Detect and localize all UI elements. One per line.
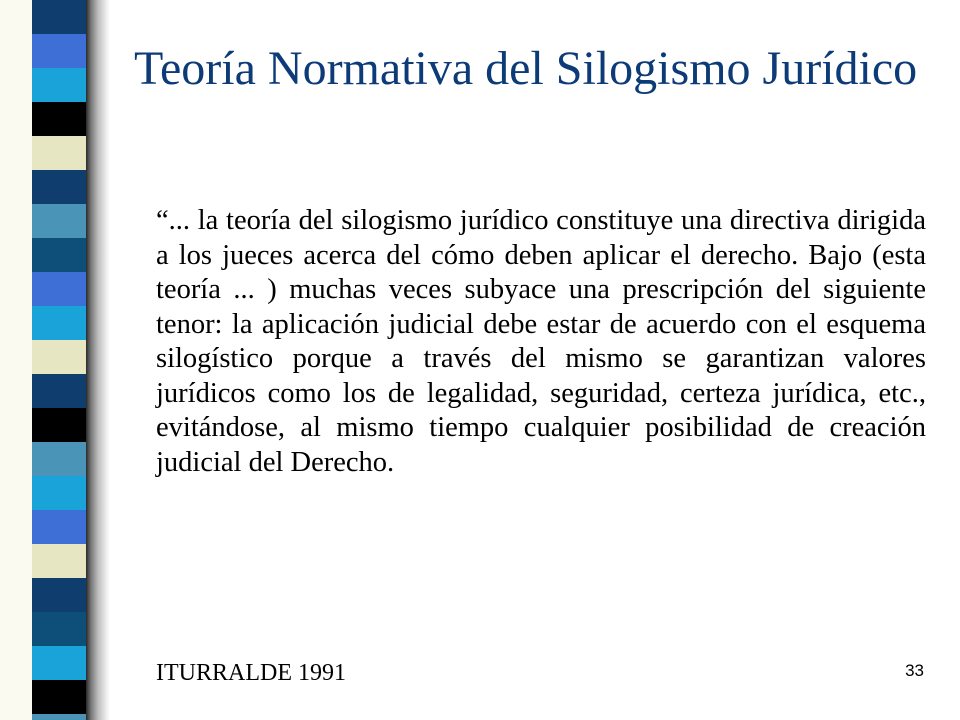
strip-color-block: [32, 102, 86, 136]
strip-color-block: [32, 238, 86, 272]
strip-color-block: [32, 0, 86, 34]
quote-text: “... la teoría del silogismo jurídico constituye una directiva dirigida a los jueces acerca del cómo deben aplicar el derecho. Bajo (esta teoría ... ) muchas veces subyace una prescripción del siguiente tenor: la aplicación judicial debe estar de acuerdo con el esquema silogístico porque a través del mismo se garantizan valores jurídicos como los de legalidad, seguridad, certeza jurídica, etc., evitándose, al mismo tiempo cualquier posibilidad de creación judicial del Derecho.: [156, 205, 926, 478]
strip-color-block: [32, 204, 86, 238]
strip-background: [0, 0, 32, 720]
strip-shadow-edge: [86, 0, 110, 720]
strip-color-block: [32, 374, 86, 408]
strip-color-block: [32, 34, 86, 68]
strip-color-block: [32, 646, 86, 680]
strip-color-block: [32, 612, 86, 646]
strip-color-block: [32, 714, 86, 720]
page-number: 33: [905, 661, 924, 680]
decorative-color-strip: [0, 0, 110, 720]
strip-color-block: [32, 68, 86, 102]
strip-color-block: [32, 136, 86, 170]
quote-attribution: ITURRALDE 1991: [156, 660, 346, 686]
strip-color-block: [32, 272, 86, 306]
strip-color-block: [32, 442, 86, 476]
strip-color-block: [32, 544, 86, 578]
strip-color-block: [32, 680, 86, 714]
slide-title: Teoría Normativa del Silogismo Jurídico: [134, 42, 918, 95]
strip-color-block: [32, 170, 86, 204]
strip-color-block: [32, 408, 86, 442]
strip-color-block: [32, 306, 86, 340]
strip-color-block: [32, 340, 86, 374]
strip-color-block: [32, 578, 86, 612]
strip-color-block: [32, 476, 86, 510]
strip-color-block: [32, 510, 86, 544]
